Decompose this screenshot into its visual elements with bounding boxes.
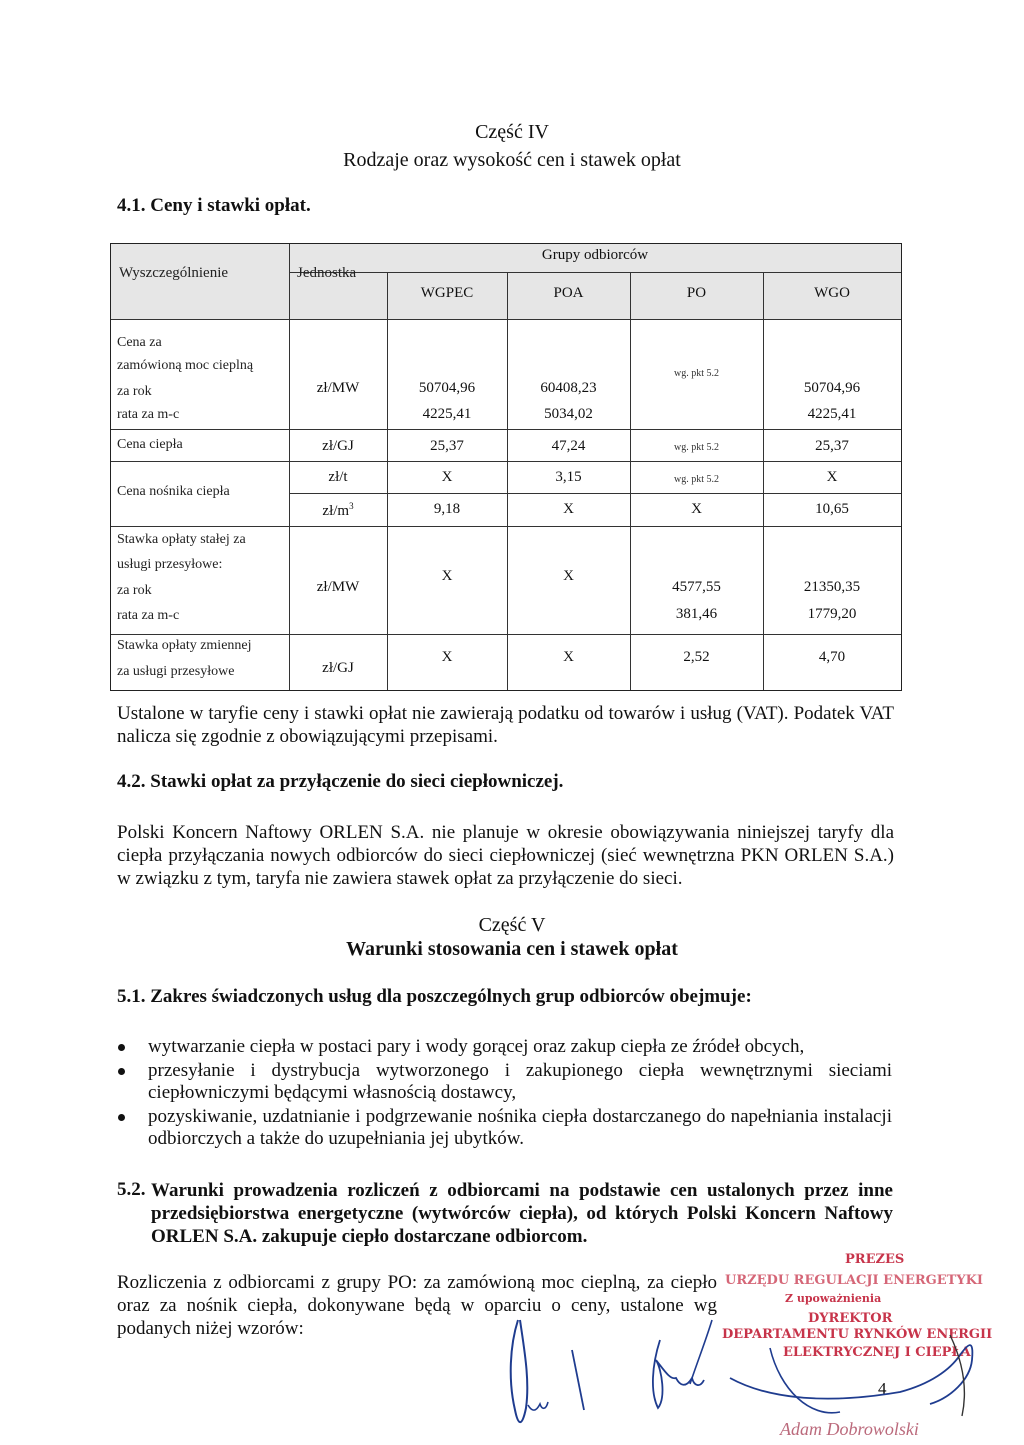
section-4-1-heading: 4.1. Ceny i stawki opłat. [117,195,311,216]
row3-poa-m3: X [563,501,574,517]
row5-wgo: 4,70 [818,649,846,665]
row1-wgpec-year: 50704,96 [418,380,476,396]
handwritten-signatures [480,1300,1000,1445]
row4-poa: X [563,568,574,584]
section-5-2-text: Rozliczenia z odbiorcami z grupy PO: za zamówioną moc cieplną, za ciepło oraz za nośnik ciepła, dokonywane będą w oparciu o ceny, ustalone wg podanych niżej wzorów: [117,1272,717,1339]
stamp-line5: DEPARTAMENTU RYNKÓW ENERGII [722,1327,993,1342]
row3-unit-m3: $zł/m^3$ [322,501,354,519]
list-item: wytwarzanie ciepła w postaci pary i wody gorącej oraz zakup ciepła ze źródeł obcych, [115,1036,892,1058]
row1-wgo-year: 50704,96 [803,380,861,396]
stamp-line1: PREZES [845,1252,905,1267]
row1-po-ref: wg. pkt 5.2 [674,368,719,379]
list-item: pozyskiwanie, uzdatnianie i podgrzewanie nośnika ciepła dostarczanego do napełniania instalacji odbiorczych a także do uzupełniania jej ubytków. [115,1106,892,1150]
row3-po-m3: X [691,501,702,517]
row1-wgo-month: 4225,41 [807,406,857,422]
header-poa: POA [553,285,584,301]
header-po: PO [686,285,707,301]
services-list [115,1036,892,1152]
row1-label-line4: rata za m-c [117,407,180,422]
row2-label: Cena ciepła [117,437,183,452]
vat-note: Ustalone w taryfie ceny i stawki opłat nie zawierają podatku od towarów i usług (VAT). Podatek VAT nalicza się zgodnie z obowiązującymi przepisami. [117,703,894,747]
row2-poa: 47,24 [551,438,586,454]
row3-unit-t: zł/t [328,469,348,485]
row3-wgo-m3: 10,65 [815,501,849,517]
row5-label-line1: Stawka opłaty zmiennej [117,638,252,653]
stamp-line2: URZĘDU REGULACJI ENERGETYKI [725,1273,984,1288]
row4-wgo-year: 21350,35 [803,579,861,595]
row5-poa: X [563,649,574,665]
row2-po-ref: wg. pkt 5.2 [674,442,719,453]
row3-po-t: wg. pkt 5.2 [674,474,719,485]
header-customer-groups: Grupy odbiorców [541,247,649,263]
row5-label-line2: za usługi przesyłowe [117,664,235,679]
row3-wgpec-t: X [441,469,453,485]
row4-label-line4: rata za m-c [117,608,180,623]
price-table [110,243,902,691]
row3-wgpec-m3: 9,18 [433,501,461,517]
row4-po-month: 381,46 [675,606,718,622]
section-5-2-heading: Warunki prowadzenia rozliczeń z odbiorcami na podstawie cen ustalonych przez inne przedsiębiorstwa energetyczne (wytwórców ciepła), od których Polski Koncern Naftowy ORLEN S.A. zakupuje ciepło dostarczane odbiorcom. [151,1180,893,1247]
row1-poa-month: 5034,02 [544,406,593,422]
row5-po: 2,52 [683,649,710,665]
stamp-line6: ELEKTRYCZNEJ I CIEPŁA [783,1345,971,1360]
header-unit: Jednostka [297,265,357,281]
bullet-icon [118,1044,125,1051]
stamp-line4: DYREKTOR [808,1311,893,1326]
part4-title: Część IV [475,121,549,143]
part5-subtitle: Warunki stosowania cen i stawek opłat [346,938,678,960]
row2-wgpec: 25,37 [430,438,464,454]
row1-wgpec-month: 4225,41 [422,406,472,422]
list-item: przesyłanie i dystrybucja wytworzonego i zakupionego ciepła wewnętrznymi sieciami ciepłowniczymi będącymi własnością dostawcy, [115,1060,892,1104]
header-wgo: WGO [814,285,850,301]
section-5-1-heading: 5.1. Zakres świadczonych usług dla poszczególnych grup odbiorców obejmuje: [117,986,752,1007]
bullet-icon [118,1068,125,1075]
part5-title: Część V [478,914,546,936]
row5-unit: zł/GJ [322,660,354,676]
row4-label-line2: usługi przesyłowe: [117,557,223,572]
header-wgpec: WGPEC [420,285,474,301]
row1-unit: zł/MW [316,380,360,396]
bullet-icon [118,1114,125,1121]
row1-label-line1: Cena za [117,335,162,350]
row3-poa-t: 3,15 [555,469,582,485]
row4-unit: zł/MW [316,579,360,595]
row1-label-line3: za rok [117,384,152,399]
row4-wgo-month: 1779,20 [807,606,857,622]
row2-wgo: 25,37 [815,438,849,454]
row5-wgpec: X [441,649,453,665]
row4-label-line3: za rok [117,583,152,598]
stamp-line3: Z upoważnienia [785,1292,882,1305]
header-specification: Wyszczególnienie [119,265,229,281]
row1-label-line2: zamówioną moc cieplną [117,358,254,373]
row1-poa-year: 60408,23 [540,380,597,396]
section-5-2-number: 5.2. [117,1179,146,1200]
row2-unit: zł/GJ [322,438,354,454]
section-4-2-text: Polski Koncern Naftowy ORLEN S.A. nie planuje w okresie obowiązywania niniejszej taryfy dla ciepła przyłączania nowych odbiorców do sieci ciepłowniczej (sieć wewnętrzna PKN ORLEN S.A.) w związku z tym, taryfa nie zawiera stawek opłat za przyłączenie do sieci. [117,822,894,889]
stamp-name: Adam Dobrowolski [780,1419,919,1439]
row4-wgpec: X [441,568,453,584]
part4-subtitle: Rodzaje oraz wysokość cen i stawek opłat [343,149,681,171]
row4-label-line1: Stawka opłaty stałej za [117,532,246,547]
row4-po-year: 4577,55 [672,579,721,595]
row3-wgo-t: X [826,469,838,485]
row3-label: Cena nośnika ciepła [117,484,230,499]
section-4-2-heading: 4.2. Stawki opłat za przyłączenie do sieci ciepłowniczej. [117,771,564,792]
page-number: 4 [878,1379,887,1398]
